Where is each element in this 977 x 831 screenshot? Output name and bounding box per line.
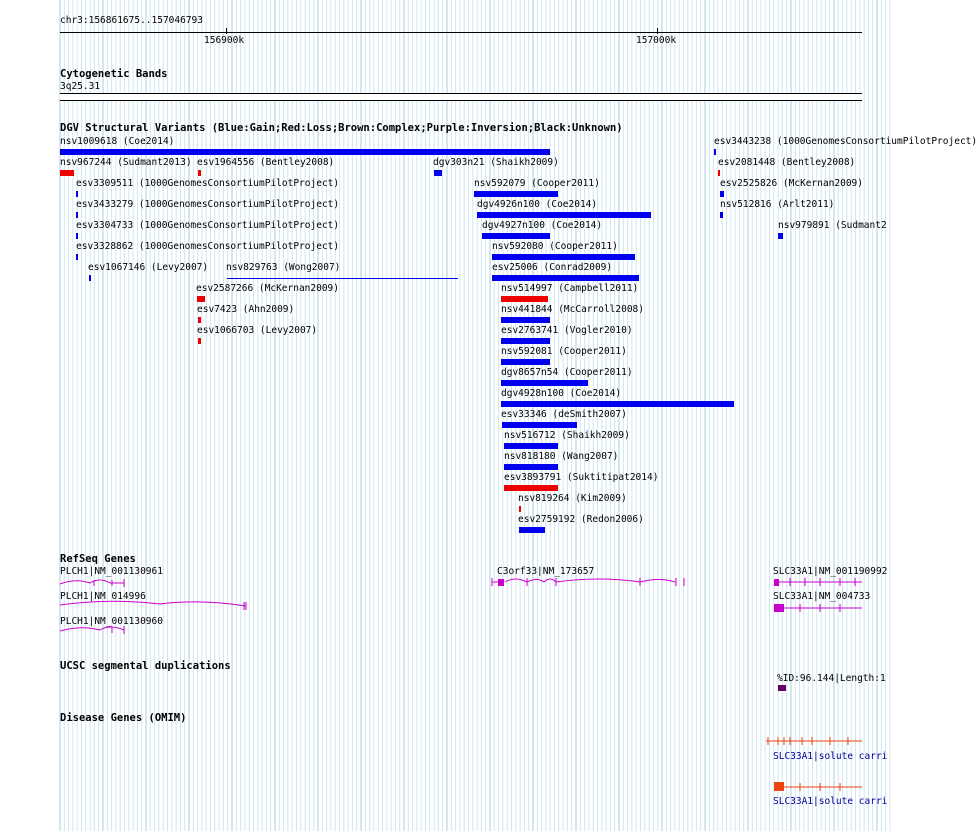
dgv-variant-label[interactable]: dgv8657n54 (Cooper2011) — [501, 367, 633, 378]
segdup-track-title[interactable]: UCSC segmental duplications — [60, 660, 231, 672]
dgv-variant-bar[interactable] — [504, 485, 558, 491]
dgv-variant-label[interactable]: nsv829763 (Wong2007) — [226, 262, 341, 273]
dgv-variant-label[interactable]: nsv512816 (Arlt2011) — [720, 199, 835, 210]
dgv-variant-label[interactable]: esv3433279 (1000GenomesConsortiumPilotProject) — [76, 199, 340, 210]
dgv-variant-bar[interactable] — [76, 233, 78, 239]
dgv-variant-label[interactable]: esv1066703 (Levy2007) — [197, 325, 318, 336]
dgv-variant-bar[interactable] — [718, 170, 720, 176]
dgv-variant-label[interactable]: dgv4928n100 (Coe2014) — [501, 388, 622, 399]
cytoband-bar[interactable] — [60, 93, 862, 101]
refseq-gene-label[interactable]: PLCH1|NM_014996 — [60, 591, 146, 602]
refseq-gene-label[interactable]: C3orf33|NM_173657 — [497, 566, 595, 577]
dgv-variant-bar[interactable] — [501, 401, 734, 407]
dgv-variant-bar[interactable] — [198, 338, 201, 344]
refseq-track-title[interactable]: RefSeq Genes — [60, 553, 136, 565]
segdup-label: %ID:96.144|Length:1 — [777, 673, 886, 684]
dgv-variant-label[interactable]: esv1964556 (Bentley2008) — [197, 157, 335, 168]
dgv-variant-label[interactable]: esv3304733 (1000GenomesConsortiumPilotProject) — [76, 220, 340, 231]
dgv-variant-bar[interactable] — [720, 212, 723, 218]
dgv-variant-label[interactable]: nsv514997 (Campbell2011) — [501, 283, 639, 294]
dgv-variant-bar[interactable] — [198, 170, 201, 176]
cytogenetic-track-title[interactable]: Cytogenetic Bands — [60, 68, 168, 80]
dgv-variant-label[interactable]: nsv1009618 (Coe2014) — [60, 136, 175, 147]
dgv-variant-label[interactable]: nsv818180 (Wang2007) — [504, 451, 619, 462]
refseq-gene-label[interactable]: SLC33A1|NM_001190992 — [773, 566, 888, 577]
dgv-variant-bar[interactable] — [778, 233, 783, 239]
dgv-variant-label[interactable]: nsv441844 (McCarroll2008) — [501, 304, 644, 315]
dgv-variant-label[interactable]: esv1067146 (Levy2007) — [88, 262, 209, 273]
dgv-variant-label[interactable]: esv2587266 (McKernan2009) — [196, 283, 339, 294]
ruler-coordinates: chr3:156861675..157046793 — [60, 15, 203, 26]
dgv-variant-bar[interactable] — [60, 149, 550, 155]
dgv-variant-bar[interactable] — [198, 317, 201, 323]
dgv-variant-label[interactable]: esv33346 (deSmith2007) — [501, 409, 627, 420]
dgv-track-title[interactable]: DGV Structural Variants (Blue:Gain;Red:Loss;Brown:Complex;Purple:Inversion;Black:Unknown) — [60, 122, 623, 134]
dgv-variant-bar[interactable] — [492, 275, 639, 281]
dgv-variant-bar[interactable] — [76, 191, 78, 197]
dgv-variant-bar[interactable] — [502, 422, 577, 428]
dgv-variant-bar[interactable] — [227, 278, 458, 279]
cytoband-label: 3q25.31 — [60, 81, 101, 92]
dgv-variant-bar[interactable] — [60, 170, 74, 176]
dgv-variant-label[interactable]: nsv819264 (Kim2009) — [518, 493, 627, 504]
dgv-variant-bar[interactable] — [720, 191, 724, 197]
dgv-variant-bar[interactable] — [477, 212, 651, 218]
dgv-variant-label[interactable]: dgv4927n100 (Coe2014) — [482, 220, 603, 231]
dgv-variant-bar[interactable] — [482, 233, 550, 239]
dgv-variant-label[interactable]: dgv303n21 (Shaikh2009) — [433, 157, 559, 168]
ruler-tick — [657, 28, 658, 34]
dgv-variant-label[interactable]: esv25006 (Conrad2009) — [492, 262, 613, 273]
dgv-variant-label[interactable]: nsv967244 (Sudmant2013) — [60, 157, 192, 168]
segdup-feature[interactable] — [778, 685, 786, 691]
dgv-variant-bar[interactable] — [474, 191, 558, 197]
dgv-variant-label[interactable]: esv2759192 (Redon2006) — [518, 514, 644, 525]
omim-gene-label[interactable]: SLC33A1|solute carri — [773, 796, 888, 807]
dgv-variant-label[interactable]: esv3893791 (Suktitipat2014) — [504, 472, 659, 483]
omim-gene-label[interactable]: SLC33A1|solute carri — [773, 751, 888, 762]
dgv-variant-label[interactable]: nsv516712 (Shaikh2009) — [504, 430, 630, 441]
dgv-variant-bar[interactable] — [504, 443, 558, 449]
dgv-variant-label[interactable]: nsv979891 (Sudmant2 — [778, 220, 887, 231]
dgv-variant-bar[interactable] — [714, 149, 716, 155]
dgv-variant-label[interactable]: dgv4926n100 (Coe2014) — [477, 199, 598, 210]
dgv-variant-label[interactable]: esv3443238 (1000GenomesConsortiumPilotProject) — [714, 136, 977, 147]
refseq-gene-label[interactable]: PLCH1|NM_001130961 — [60, 566, 163, 577]
ruler-tick — [226, 28, 227, 34]
dgv-variant-bar[interactable] — [89, 275, 91, 281]
dgv-variant-bar[interactable] — [501, 338, 550, 344]
dgv-variant-label[interactable]: nsv592081 (Cooper2011) — [501, 346, 627, 357]
refseq-gene-label[interactable]: SLC33A1|NM_004733 — [773, 591, 871, 602]
dgv-variant-bar[interactable] — [492, 254, 635, 260]
dgv-variant-label[interactable]: nsv592079 (Cooper2011) — [474, 178, 600, 189]
dgv-variant-label[interactable]: nsv592080 (Cooper2011) — [492, 241, 618, 252]
dgv-variant-bar[interactable] — [434, 170, 442, 176]
dgv-variant-bar[interactable] — [504, 464, 558, 470]
refseq-gene-label[interactable]: PLCH1|NM_001130960 — [60, 616, 163, 627]
dgv-variant-label[interactable]: esv2081448 (Bentley2008) — [718, 157, 856, 168]
dgv-variant-bar[interactable] — [76, 254, 78, 260]
dgv-variant-bar[interactable] — [519, 506, 521, 512]
dgv-variant-label[interactable]: esv3309511 (1000GenomesConsortiumPilotProject) — [76, 178, 340, 189]
dgv-variant-label[interactable]: esv3328862 (1000GenomesConsortiumPilotProject) — [76, 241, 340, 252]
dgv-variant-bar[interactable] — [501, 296, 548, 302]
dgv-variant-bar[interactable] — [501, 317, 550, 323]
dgv-variant-bar[interactable] — [501, 359, 550, 365]
ruler-line — [60, 32, 862, 33]
dgv-variant-label[interactable]: esv7423 (Ahn2009) — [197, 304, 295, 315]
ruler-tick-label: 156900k — [204, 35, 245, 46]
dgv-variant-label[interactable]: esv2763741 (Vogler2010) — [501, 325, 633, 336]
dgv-variant-bar[interactable] — [501, 380, 588, 386]
omim-track-title[interactable]: Disease Genes (OMIM) — [60, 712, 187, 724]
dgv-variant-label[interactable]: esv2525826 (McKernan2009) — [720, 178, 863, 189]
dgv-variant-bar[interactable] — [76, 212, 78, 218]
ruler-tick-label: 157000k — [636, 35, 677, 46]
dgv-variant-bar[interactable] — [519, 527, 545, 533]
dgv-variant-bar[interactable] — [197, 296, 205, 302]
